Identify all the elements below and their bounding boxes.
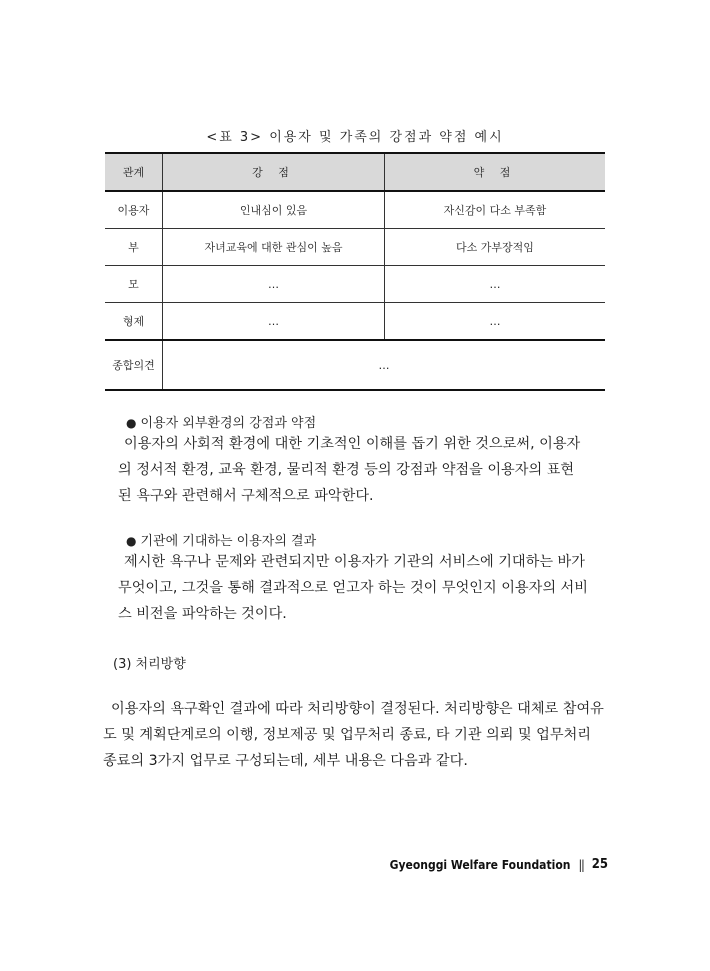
section1-heading-text: 이용자 외부환경의 강점과 약점 [140,416,317,431]
strengths-weaknesses-table [105,152,605,391]
section1-body [118,431,590,509]
text-line: 된 욕구와 관련해서 구체적으로 파악한다. [118,488,374,504]
summary-value: … [163,340,606,390]
table-cell: 자녀교육에 대한 관심이 높음 [163,229,385,266]
page-number: 25 [591,857,608,872]
text-line: 이용자의 사회적 환경에 대한 기초적인 이해를 돕기 위한 것으로써, 이용자 [124,436,581,452]
table-cell: … [385,303,606,341]
table-cell: 형제 [105,303,163,341]
table-header-row [105,153,605,191]
table-caption: <표 3> 이용자 및 가족의 강점과 약점 예시 [206,130,504,145]
header-strength: 강 점 [163,153,385,191]
bullet-icon: ● [126,534,137,548]
text-line: 무엇이고, 그것을 통해 결과적으로 얻고자 하는 것이 무엇인지 이용자의 서비 [118,580,588,596]
table-row [105,303,605,341]
section2-heading-text: 기관에 기대하는 이용자의 결과 [140,534,317,549]
text-line: 의 정서적 환경, 교육 환경, 물리적 환경 등의 강점과 약점을 이용자의 표현 [118,462,575,478]
table-cell: 이용자 [105,191,163,229]
main-body [103,696,608,774]
text-line: 제시한 욕구나 문제와 관련되지만 이용자가 기관의 서비스에 기대하는 바가 [124,554,585,570]
table-cell: 다소 가부장적임 [385,229,606,266]
table-row [105,266,605,303]
footer-separator: || [578,857,584,872]
bullet-icon: ● [126,416,137,430]
table-cell: … [163,266,385,303]
table-cell: … [163,303,385,341]
section2-heading [126,530,316,549]
summary-row [105,340,605,390]
summary-label: 종합의견 [105,340,163,390]
section2-body [118,549,590,627]
table-cell: … [385,266,606,303]
text-line: 이용자의 욕구확인 결과에 따라 처리방향이 결정된다. 처리방향은 대체로 참여유 [111,701,604,717]
table-cell: 자신감이 다소 부족함 [385,191,606,229]
text-line: 도 및 계획단계로의 이행, 정보제공 및 업무처리 종료, 타 기관 의뢰 및 업무처리 [103,727,591,743]
header-relation: 관계 [105,153,163,191]
text-line: 종료의 3가지 업무로 구성되는데, 세부 내용은 다음과 같다. [103,753,468,769]
subsection-heading: (3) 처리방향 [113,657,186,672]
page-footer [390,857,608,872]
table-cell: 모 [105,266,163,303]
header-weakness: 약 점 [385,153,606,191]
table-row [105,229,605,266]
table-cell: 부 [105,229,163,266]
table-cell: 인내심이 있음 [163,191,385,229]
table-row [105,191,605,229]
section1-heading [126,412,316,431]
text-line: 스 비전을 파악하는 것이다. [118,606,287,622]
footer-org: Gyeonggi Welfare Foundation [389,857,571,872]
